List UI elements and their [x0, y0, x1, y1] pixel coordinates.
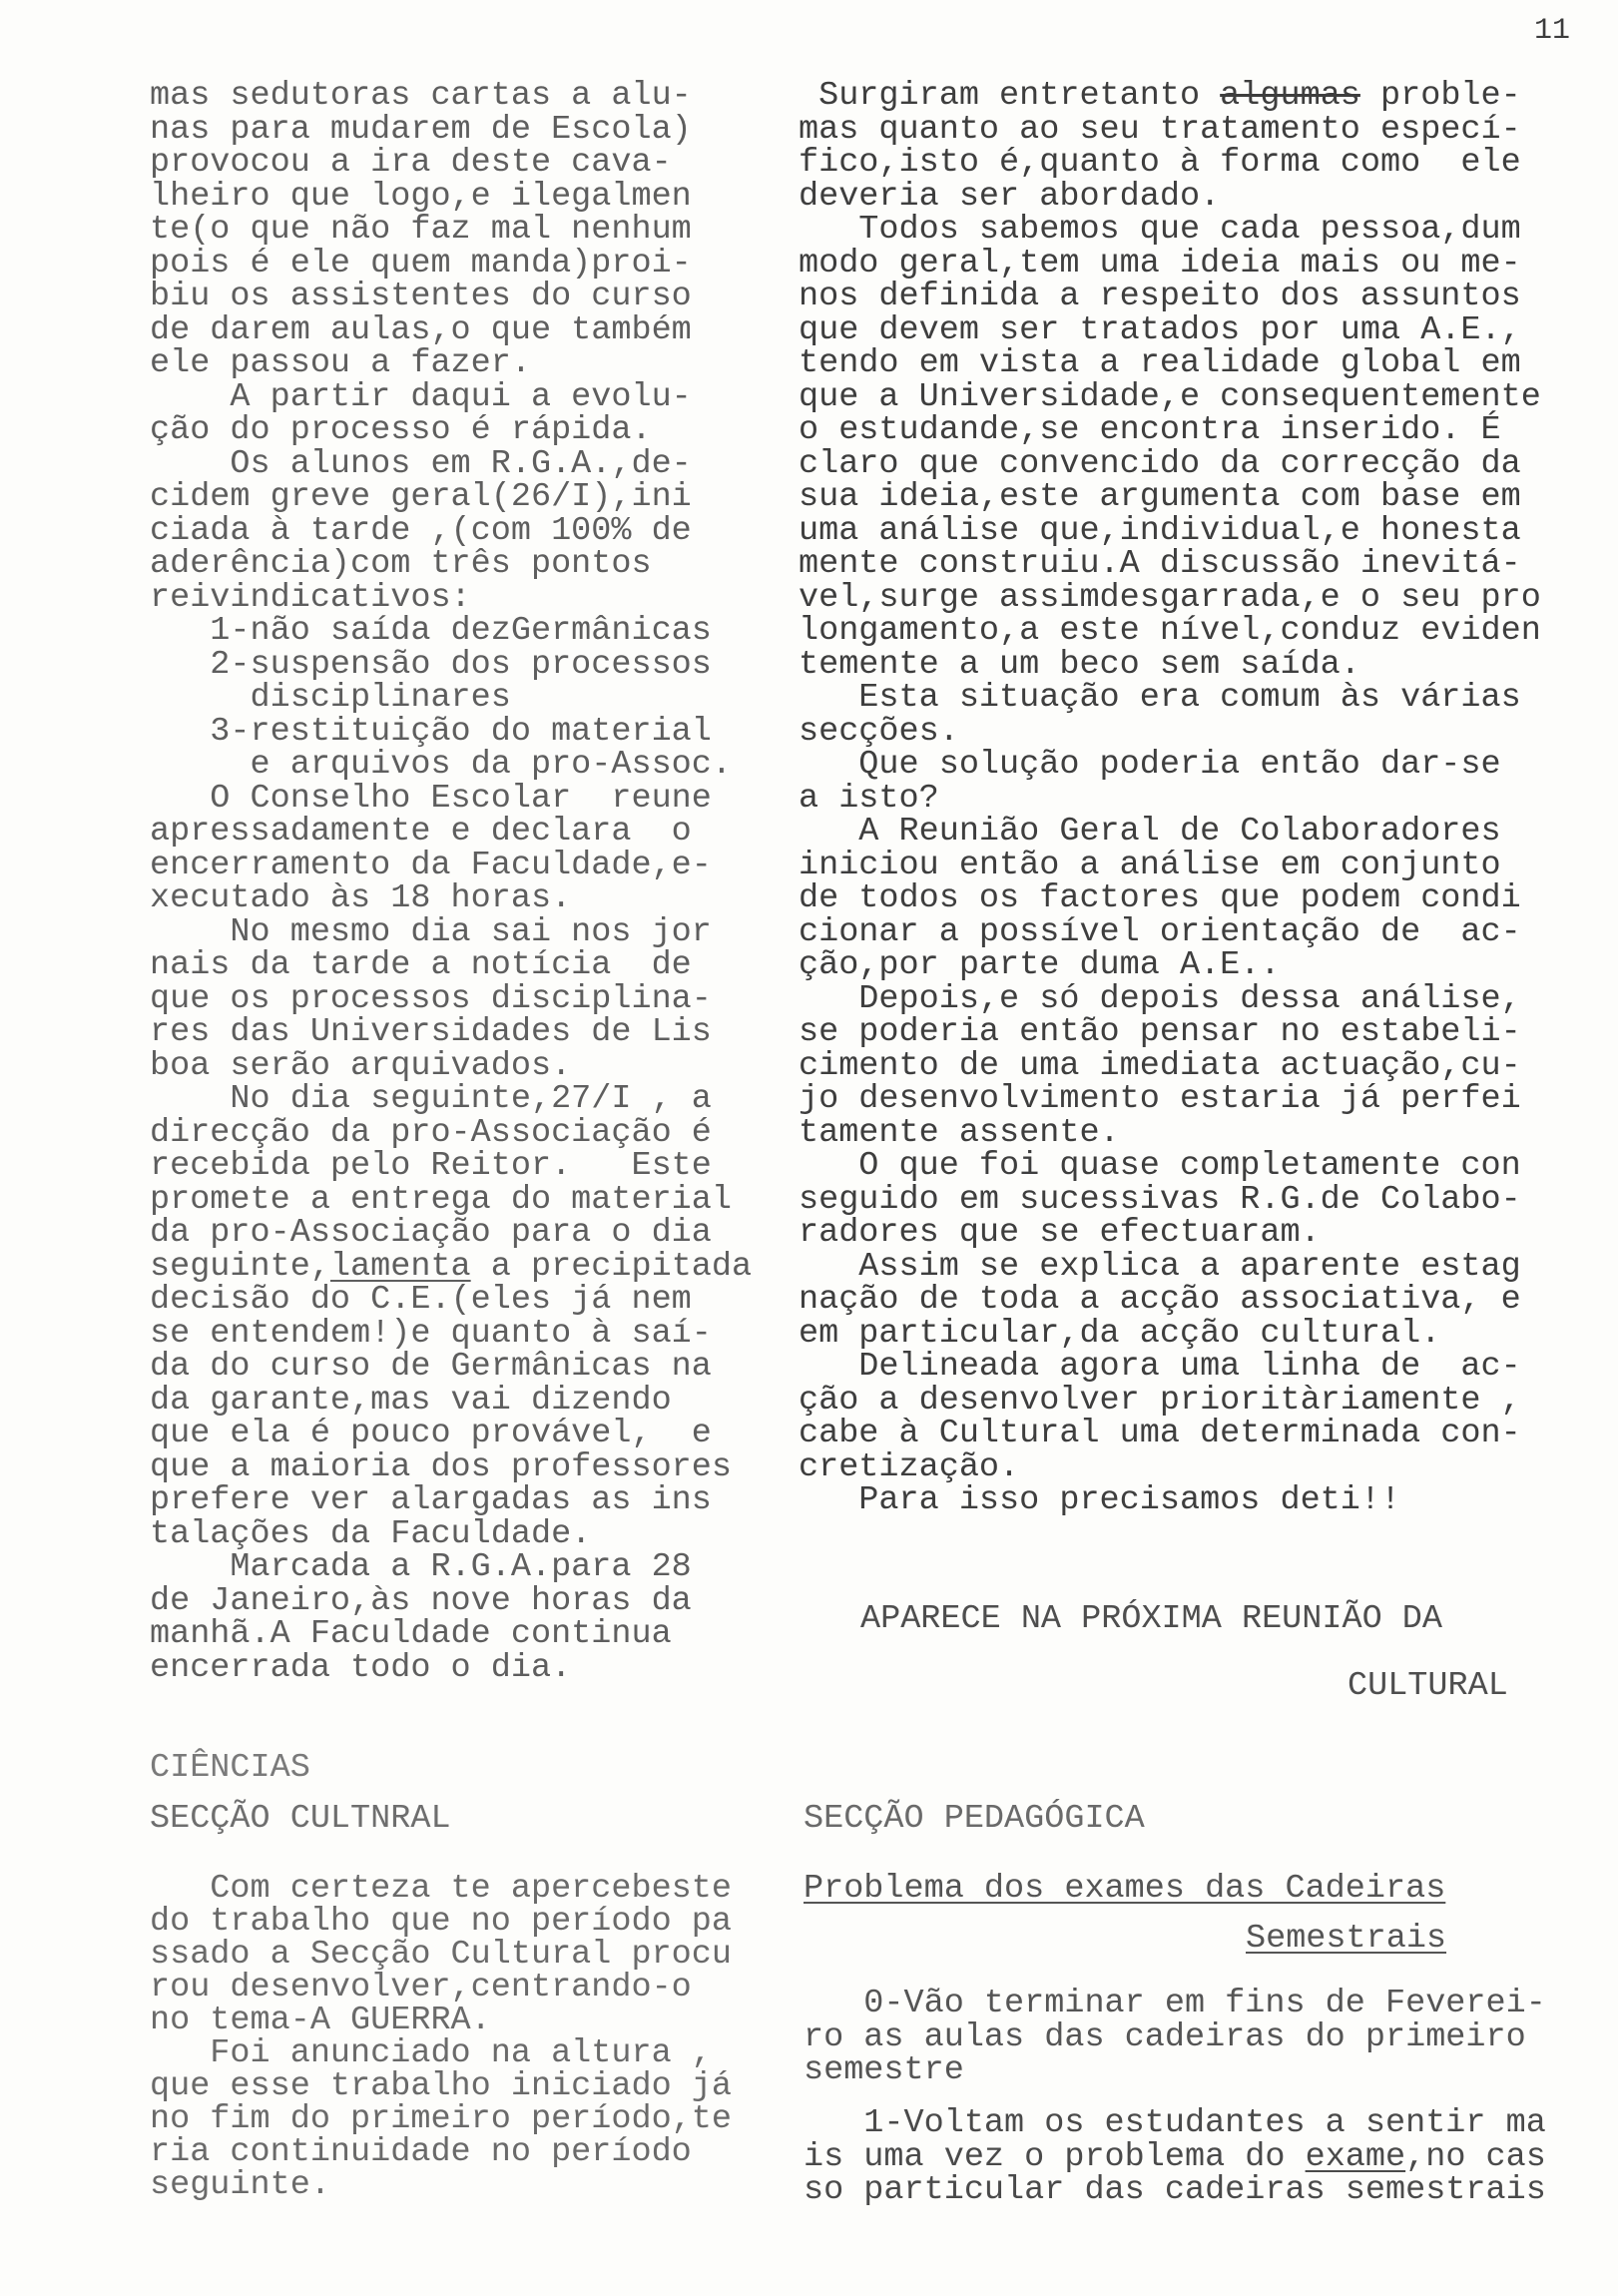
text-line: tamente assente.: [799, 1113, 1120, 1152]
text-segment: is uma vez o problema do: [804, 2137, 1306, 2176]
text-line: reivindicativos:: [150, 578, 471, 617]
text-line: Delineada agora uma linha de ac-: [799, 1348, 1521, 1386]
text-line: Que solução poderia então dar-se: [799, 746, 1501, 784]
text-line: de Janeiro,às nove horas da: [150, 1581, 692, 1620]
text-line: mas quanto ao seu tratamento especí-: [799, 110, 1521, 149]
text-line: radores que se efectuaram.: [799, 1214, 1321, 1252]
text-line: temente a um beco sem saída.: [799, 645, 1360, 684]
text-line: O Conselho Escolar reune: [150, 779, 712, 818]
text-line: que esse trabalho iniciado já: [150, 2067, 732, 2105]
text-line: tendo em vista a realidade global em: [799, 344, 1521, 382]
text-line: [150, 1247, 753, 1286]
text-line: O que foi quase completamente con: [799, 1147, 1521, 1185]
text-line: mente construiu.A discussão inevitá-: [799, 545, 1521, 583]
text-line: Esta situação era comum às várias: [799, 679, 1521, 717]
text-line: 3-restituição do material: [150, 712, 712, 751]
text-line: Foi anunciado na altura ,: [150, 2034, 712, 2072]
text-line: 1-Voltam os estudantes a sentir ma: [804, 2104, 1546, 2142]
text-line: se entendem!)e quanto à saí-: [150, 1314, 712, 1353]
text-line: da pro-Associação para o dia: [150, 1214, 712, 1252]
text-line: Para isso precisamos deti!!: [799, 1481, 1401, 1519]
text-line: A Reunião Geral de Colaboradores: [799, 813, 1501, 851]
text-line: que a maioria dos professores: [150, 1447, 732, 1486]
text-line: ssado a Secção Cultural procu: [150, 1936, 732, 1974]
text-line: encerrada todo o dia.: [150, 1648, 572, 1687]
text-line: A partir daqui a evolu-: [150, 377, 692, 416]
text-line: promete a entrega do material: [150, 1180, 732, 1219]
text-line: de todos os factores que podem condi: [799, 879, 1521, 917]
text-line: pois é ele quem manda)proi-: [150, 244, 692, 283]
text-line: res das Universidades de Lis: [150, 1013, 712, 1051]
text-segment: proble-: [1359, 77, 1521, 115]
text-line: que devem ser tratados por uma A.E.,: [799, 310, 1521, 349]
text-line: Os alunos em R.G.A.,de-: [150, 444, 692, 483]
text-line: em particular,da acção cultural.: [799, 1314, 1441, 1353]
text-line: longamento,a este nível,conduz eviden: [799, 612, 1541, 650]
text-line: uma análise que,individual,e honesta: [799, 511, 1521, 550]
text-line: provocou a ira deste cava-: [150, 144, 672, 182]
text-line: o estudande,se encontra inserido. É: [799, 411, 1501, 449]
numbered-point: [804, 2104, 1546, 2209]
text-line: xecutado às 18 horas.: [150, 879, 572, 917]
text-line: apressadamente e declara o: [150, 813, 692, 851]
text-line: que os processos disciplina-: [150, 979, 712, 1018]
text-line: secções.: [799, 712, 959, 751]
text-line: aderência)com três pontos: [150, 545, 652, 583]
text-line: direcção da pro-Associação é: [150, 1113, 712, 1152]
text-line: a isto?: [799, 779, 939, 818]
article-title: Problema dos exames das Cadeiras: [804, 1870, 1446, 1908]
text-segment: a precipitada: [470, 1247, 753, 1286]
text-line: de darem aulas,o que também: [150, 310, 692, 349]
text-line: so particular das cadeiras semestrais: [804, 2171, 1546, 2209]
numbered-point: [804, 1985, 1546, 2089]
text-line: nas para mudarem de Escola): [150, 110, 692, 149]
text-line: [799, 77, 1541, 115]
text-line: ria continuidade no período: [150, 2133, 692, 2171]
text-line: te(o que não faz mal nenhum: [150, 211, 692, 249]
underlined-text: exame: [1305, 2137, 1406, 2176]
text-line: deveria ser abordado.: [799, 177, 1221, 216]
text-line: que ela é pouco provável, e: [150, 1415, 712, 1452]
text-line: cretização.: [799, 1447, 1020, 1486]
text-line: que a Universidade,e consequentemente: [799, 377, 1541, 416]
section-heading-pedagogica: SECÇÃO PEDAGÓGICA: [804, 1800, 1145, 1838]
faculty-heading: CIÊNCIAS: [150, 1749, 310, 1787]
text-line: cidem greve geral(26/I),ini: [150, 478, 692, 516]
text-line: encerramento da Faculdade,e-: [150, 846, 712, 884]
text-line: semestre: [804, 2051, 964, 2089]
text-line: iniciou então a análise em conjunto: [799, 846, 1501, 884]
right-column-text: [799, 77, 1541, 1519]
text-line: Todos sabemos que cada pessoa,dum: [799, 211, 1521, 249]
text-line: ção do processo é rápida.: [150, 411, 652, 449]
left-column-text: [150, 77, 753, 1687]
text-line: no tema-A GUERRA.: [150, 2002, 491, 2039]
text-line: da garante,mas vai dizendo: [150, 1381, 672, 1420]
text-line: Depois,e só depois dessa análise,: [799, 979, 1521, 1018]
struck-text: algumas: [1220, 77, 1360, 115]
article-title: Semestrais: [1246, 1920, 1447, 1958]
text-line: cimento de uma imediata actuação,cu-: [799, 1046, 1521, 1085]
text-segment: ,no cas: [1405, 2137, 1546, 2176]
notice-line: CULTURAL: [1348, 1667, 1508, 1705]
text-line: recebida pelo Reitor. Este: [150, 1147, 712, 1185]
text-line: ciada à tarde ,(com 100% de: [150, 511, 692, 550]
text-line: disciplinares: [150, 679, 511, 717]
text-line: modo geral,tem uma ideia mais ou me-: [799, 244, 1521, 283]
text-line: [804, 2137, 1546, 2176]
text-line: ele passou a fazer.: [150, 344, 531, 382]
underlined-text: lamenta: [329, 1247, 471, 1286]
text-line: jo desenvolvimento estaria já perfei: [799, 1080, 1521, 1118]
text-line: se poderia então pensar no estabeli-: [799, 1013, 1521, 1051]
text-line: seguinte.: [150, 2166, 330, 2204]
cultural-section-text: [150, 1870, 732, 2204]
text-line: ção,por parte duma A.E..: [799, 946, 1281, 984]
text-line: e arquivos da pro-Assoc.: [150, 746, 732, 784]
text-line: Marcada a R.G.A.para 28: [150, 1548, 692, 1586]
notice-line: APARECE NA PRÓXIMA REUNIÃO DA: [860, 1600, 1442, 1638]
text-line: 2-suspensão dos processos: [150, 645, 712, 684]
text-line: seguido em sucessivas R.G.de Colabo-: [799, 1180, 1521, 1219]
text-line: No dia seguinte,27/I , a: [150, 1080, 712, 1118]
text-line: ro as aulas das cadeiras do primeiro: [804, 2017, 1526, 2056]
text-line: no fim do primeiro período,te: [150, 2100, 732, 2138]
text-line: No mesmo dia sai nos jor: [150, 912, 712, 951]
text-line: da do curso de Germânicas na: [150, 1348, 712, 1386]
text-line: do trabalho que no período pa: [150, 1903, 732, 1941]
text-line: fico,isto é,quanto à forma como ele: [799, 144, 1521, 182]
text-line: nais da tarde a notícia de: [150, 946, 692, 984]
text-segment: Surgiram entretanto: [799, 77, 1221, 115]
text-line: cabe à Cultural uma determinada con-: [799, 1415, 1521, 1452]
text-line: prefere ver alargadas as ins: [150, 1481, 712, 1519]
text-line: lheiro que logo,e ilegalmen: [150, 177, 692, 216]
text-line: cionar a possível orientação de ac-: [799, 912, 1521, 951]
text-line: ção a desenvolver prioritàriamente ,: [799, 1381, 1521, 1420]
page-number: 11: [1534, 14, 1571, 48]
text-line: nos definida a respeito dos assuntos: [799, 278, 1521, 315]
text-line: rou desenvolver,centrando-o: [150, 1969, 692, 2007]
text-line: boa serão arquivados.: [150, 1046, 572, 1085]
text-line: vel,surge assimdesgarrada,e o seu pro: [799, 578, 1541, 617]
text-line: Assim se explica a aparente estag: [799, 1247, 1521, 1286]
text-line: decisão do C.E.(eles já nem: [150, 1281, 692, 1319]
text-line: talações da Faculdade.: [150, 1514, 592, 1553]
text-line: 0-Vão terminar em fins de Feverei-: [804, 1985, 1546, 2022]
text-line: claro que convencido da correcção da: [799, 444, 1521, 483]
text-line: sua ideia,este argumenta com base em: [799, 478, 1521, 516]
text-line: Com certeza te apercebeste: [150, 1870, 732, 1908]
section-heading-cultural: SECÇÃO CULTNRAL: [150, 1800, 451, 1838]
text-line: mas sedutoras cartas a alu-: [150, 77, 692, 115]
text-line: biu os assistentes do curso: [150, 278, 692, 315]
text-segment: seguinte,: [150, 1247, 330, 1286]
text-line: nação de toda a acção associativa, e: [799, 1281, 1521, 1319]
text-line: manhã.A Faculdade continua: [150, 1615, 672, 1653]
text-line: 1-não saída dezGermânicas: [150, 612, 712, 650]
